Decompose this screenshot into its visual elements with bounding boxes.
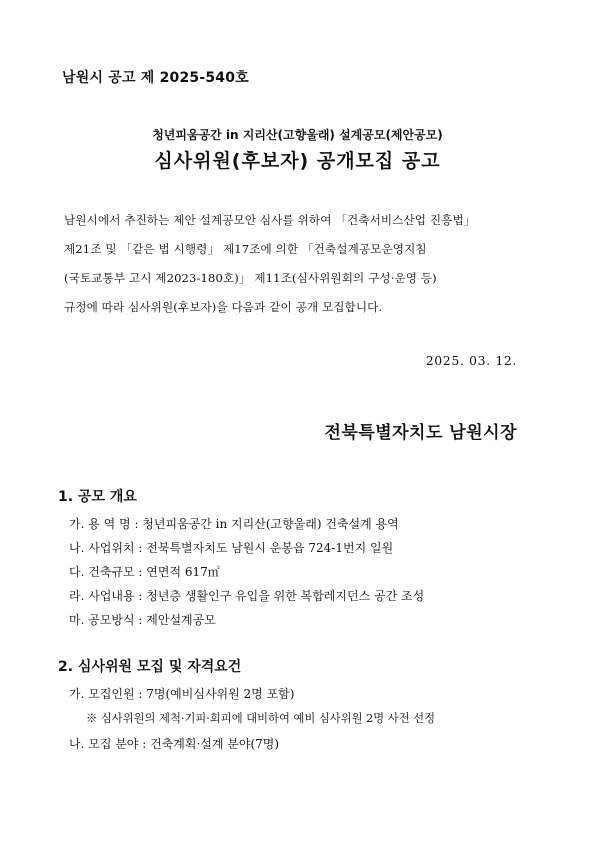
list-item: 나. 모집 분야 : 건축계획·설계 분야(7명) bbox=[69, 737, 280, 751]
list-item: 마. 공모방식 : 제안설계공모 bbox=[69, 613, 216, 627]
announcement-date: 2025. 03. 12. bbox=[425, 353, 517, 368]
list-item: 가. 모집인원 : 7명(예비심사위원 2명 포함) bbox=[69, 687, 295, 701]
intro-line: (국토교통부 고시 제2023-180호)」 제11조(심사위원회의 구성·운영 등) bbox=[64, 271, 437, 285]
list-item: 라. 사업내용 : 청년층 생활인구 유입을 위한 복합레지던스 공간 조성 bbox=[69, 589, 425, 603]
section-heading: 2. 심사위원 모집 및 자격요건 bbox=[58, 659, 242, 675]
list-item: 다. 건축규모 : 연면적 617㎡ bbox=[69, 565, 220, 579]
intro-line: 제21조 및 「같은 법 시행령」 제17조에 의한 「건축설계공모운영지침 bbox=[64, 242, 427, 256]
document-number: 남원시 공고 제 2025-540호 bbox=[62, 70, 249, 86]
intro-line: 규정에 따라 심사위원(후보자)을 다음과 같이 공개 모집합니다. bbox=[64, 300, 383, 314]
list-item: 나. 사업위치 : 전북특별자치도 남원시 운봉읍 724-1번지 일원 bbox=[69, 541, 394, 555]
intro-line: 남원시에서 추진하는 제안 설계공모안 심사를 위하여 「건축서비스산업 진흥법」 bbox=[64, 213, 476, 227]
list-item: 가. 용 역 명 : 청년피움공간 in 지리산(고향울래) 건축설계 용역 bbox=[69, 517, 399, 531]
note-item: ※ 심사위원의 제척·기피·회피에 대비하여 예비 심사위원 2명 사전 선정 bbox=[86, 712, 436, 725]
issuer-name: 전북특별자치도 남원시장 bbox=[324, 423, 517, 443]
title-subtitle: 청년피움공간 in 지리산(고향울래) 설계공모(제안공모) bbox=[152, 128, 443, 142]
section-heading: 1. 공모 개요 bbox=[58, 489, 137, 505]
page-title: 심사위원(후보자) 공개모집 공고 bbox=[154, 150, 441, 172]
